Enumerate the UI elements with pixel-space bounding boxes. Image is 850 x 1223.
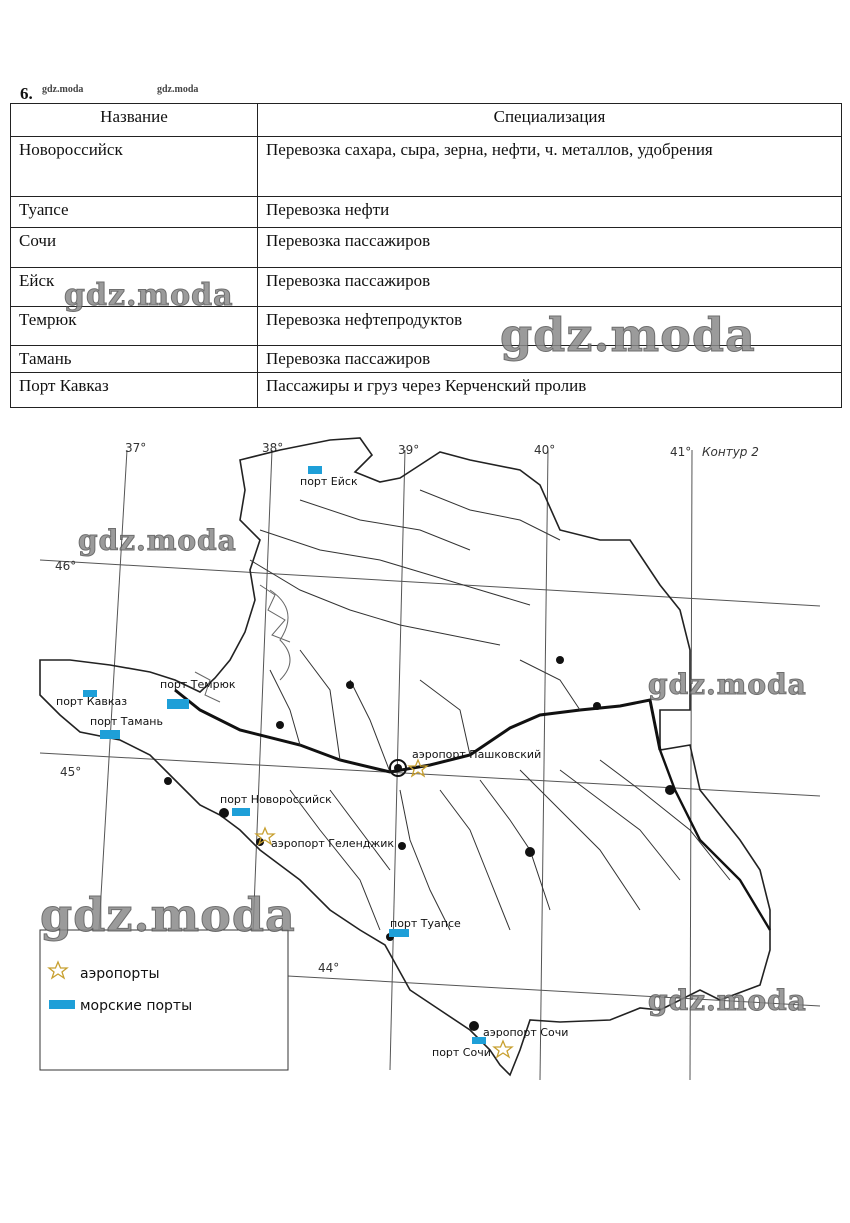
- label-port-sochi: порт Сочи: [432, 1046, 491, 1059]
- port-spec: Перевозка нефтепродуктов: [258, 307, 842, 346]
- port-yeysk-marker: [308, 466, 322, 474]
- rivers: [250, 490, 730, 930]
- lon-37: 37°: [125, 441, 147, 455]
- port-spec: Пассажиры и груз через Керченский пролив: [258, 373, 842, 408]
- label-port-taman: порт Тамань: [90, 715, 163, 728]
- lat-45: 45°: [60, 765, 82, 779]
- label-port-tuapse: порт Туапсе: [390, 917, 461, 930]
- watermark: gdz.moda: [648, 668, 807, 701]
- label-port-yeysk: порт Ейск: [300, 475, 358, 488]
- header-specialization: Специализация: [258, 104, 842, 137]
- lon-40: 40°: [534, 443, 556, 457]
- port-temryuk-marker: [167, 699, 189, 709]
- table-row: [11, 373, 842, 408]
- task-number: 6.: [20, 84, 33, 103]
- port-name: Ейск: [11, 268, 258, 307]
- label-port-novorossiysk: порт Новороссийск: [220, 793, 332, 806]
- label-airport-sochi: аэропорт Сочи: [483, 1026, 569, 1039]
- watermark-small-1: gdz.moda: [42, 84, 84, 95]
- port-tuapse-marker: [389, 929, 409, 937]
- port-spec: Перевозка нефти: [258, 197, 842, 228]
- label-airport-pashkovsky: аэропорт Пашковский: [412, 748, 542, 761]
- lon-38: 38°: [262, 441, 284, 455]
- table-header-row: [11, 104, 842, 137]
- map-legend: [40, 930, 288, 1070]
- port-name: Сочи: [11, 228, 258, 268]
- lat-46: 46°: [55, 559, 77, 573]
- port-spec: Перевозка пассажиров: [258, 346, 842, 373]
- star-icon: [494, 1041, 512, 1057]
- legend-port-swatch: [49, 1000, 75, 1009]
- krasnodar-dot: [394, 764, 402, 772]
- label-port-temryuk: порт Темрюк: [160, 678, 236, 691]
- port-taman-marker: [100, 730, 120, 739]
- port-name: Тамань: [11, 346, 258, 373]
- watermark: gdz.moda: [40, 888, 296, 942]
- table-row: [11, 228, 842, 268]
- label-airport-gelendzhik: аэропорт Геленджик: [271, 837, 395, 850]
- watermark: gdz.moda: [648, 984, 807, 1017]
- watermark: gdz.moda: [78, 524, 237, 557]
- port-spec: Перевозка сахара, сыра, зерна, нефти, ч. металлов, удобрения: [258, 137, 842, 197]
- port-spec: Перевозка пассажиров: [258, 228, 842, 268]
- header-name: Название: [11, 104, 258, 137]
- label-port-kavkaz: порт Кавказ: [56, 695, 128, 708]
- port-novorossiysk-marker: [232, 808, 250, 816]
- port-name: Порт Кавказ: [11, 373, 258, 408]
- legend-airports: аэропорты: [80, 966, 160, 982]
- ports-table: [10, 103, 842, 408]
- port-name: Темрюк: [11, 307, 258, 346]
- boundary-line: [660, 750, 770, 930]
- map-caption: Контур 2: [702, 445, 759, 459]
- port-name: Туапсе: [11, 197, 258, 228]
- lon-41: 41°: [670, 445, 692, 459]
- port-name: Новороссийск: [11, 137, 258, 197]
- lon-39: 39°: [398, 443, 420, 457]
- table-row: [11, 137, 842, 197]
- watermark: gdz.moda: [64, 278, 234, 313]
- legend-seaports: морские порты: [80, 998, 193, 1014]
- table-row: [11, 197, 842, 228]
- watermark-small-2: gdz.moda: [157, 84, 199, 95]
- port-spec: Перевозка пассажиров: [258, 268, 842, 307]
- watermark: gdz.moda: [500, 308, 756, 362]
- lat-44: 44°: [318, 961, 340, 975]
